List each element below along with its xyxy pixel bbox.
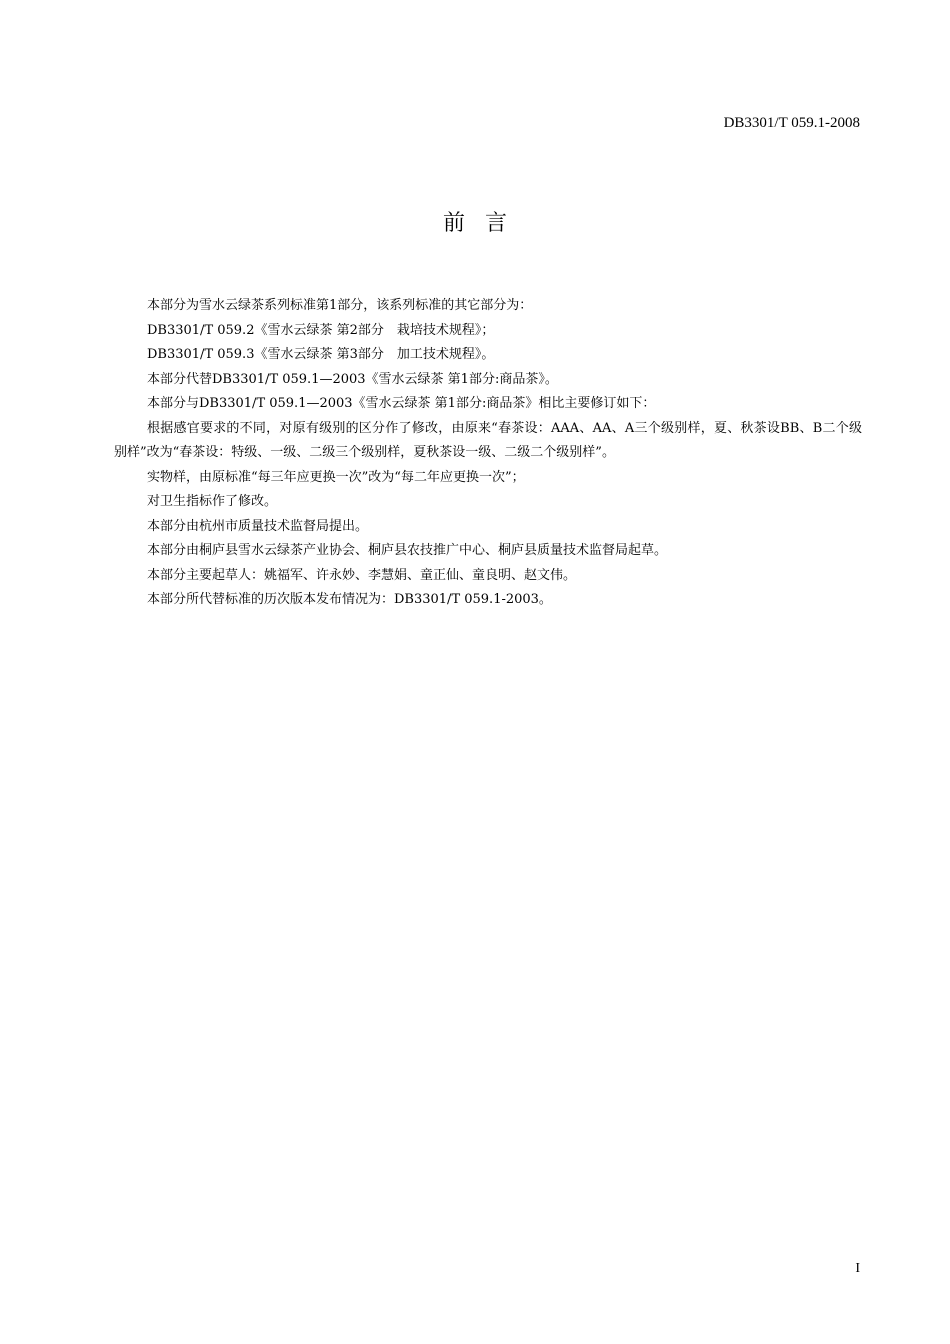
paragraph-replaces: 本部分代替DB3301/T 059.1—2003《雪水云绿茶 第1部分:商品茶》。 bbox=[147, 371, 558, 387]
paragraph-hygiene-change: 对卫生指标作了修改。 bbox=[147, 494, 278, 509]
paragraph-scope: 本部分为雪水云绿茶系列标准第1部分，该系列标准的其它部分为： bbox=[147, 298, 533, 313]
paragraph-changes-intro: 本部分与DB3301/T 059.1—2003《雪水云绿茶 第1部分:商品茶》相比主要修订如下： bbox=[147, 396, 656, 411]
page-title: 前言 bbox=[442, 211, 527, 236]
paragraph-drafting-units: 本部分由桐庐县雪水云绿茶产业协会、桐庐县农技推广中心、桐庐县质量技术监督局起草。 bbox=[147, 543, 668, 558]
page-number: I bbox=[855, 1261, 860, 1276]
document-code: DB3301/T 059.1-2008 bbox=[723, 115, 860, 131]
paragraph-drafters: 本部分主要起草人：姚福军、许永妙、李慧娟、童正仙、童良明、赵文伟。 bbox=[147, 567, 577, 583]
paragraph-part3: DB3301/T 059.3《雪水云绿茶 第3部分 加工技术规程》。 bbox=[147, 347, 495, 362]
paragraph-grade-change: 根据感官要求的不同，对原有级别的区分作了修改，由原来“春茶设：AAA、AA、A三个级别样，夏、秋茶设BB、B二个级别样”改为“春茶设：特级、一级、二级三个级别样，夏秋茶设一级、二级二个级别样”。 bbox=[114, 420, 862, 460]
paragraph-proposer: 本部分由杭州市质量技术监督局提出。 bbox=[147, 518, 369, 534]
paragraph-sample-change: 实物样，由原标准“每三年应更换一次”改为“每二年应更换一次”； bbox=[147, 469, 525, 485]
paragraph-history: 本部分所代替标准的历次版本发布情况为：DB3301/T 059.1-2003。 bbox=[147, 592, 552, 607]
foreword-body bbox=[114, 294, 862, 613]
paragraph-part2: DB3301/T 059.2《雪水云绿茶 第2部分 栽培技术规程》； bbox=[147, 322, 495, 338]
